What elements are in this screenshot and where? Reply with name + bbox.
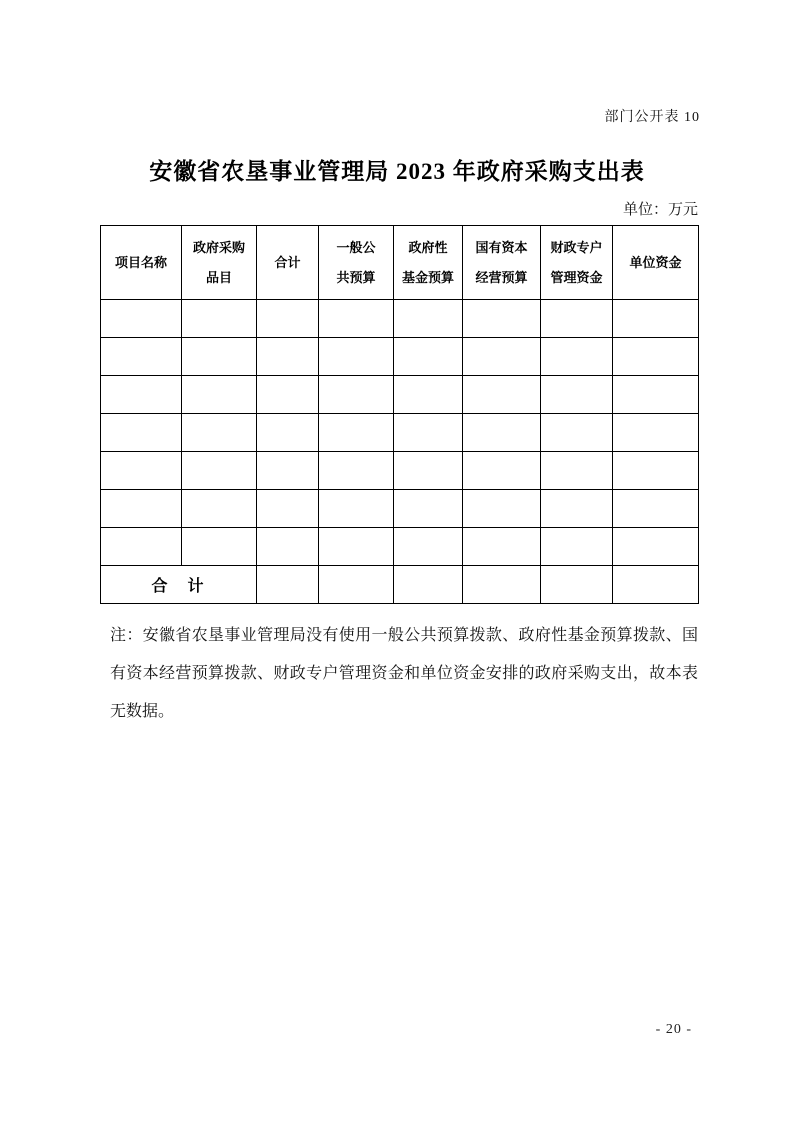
empty-cell (394, 376, 463, 414)
empty-cell (257, 376, 319, 414)
empty-cell (257, 566, 319, 604)
header-cell-general-public-budget: 一般公 共预算 (319, 226, 394, 300)
empty-cell (182, 300, 257, 338)
empty-cell (319, 490, 394, 528)
empty-cell (101, 528, 182, 566)
table-row (101, 490, 699, 528)
empty-cell (541, 338, 613, 376)
empty-cell (463, 376, 541, 414)
empty-cell (613, 376, 699, 414)
page-number: - 20 - (655, 1022, 692, 1037)
empty-cell (101, 300, 182, 338)
table-row (101, 376, 699, 414)
header-cell-unit-funds: 单位资金 (613, 226, 699, 300)
header-cell-procurement-item: 政府采购 品目 (182, 226, 257, 300)
empty-cell (319, 376, 394, 414)
procurement-table (100, 225, 699, 604)
empty-cell (394, 338, 463, 376)
empty-cell (463, 300, 541, 338)
empty-cell (101, 490, 182, 528)
header-cell-total: 合计 (257, 226, 319, 300)
empty-cell (463, 452, 541, 490)
empty-cell (613, 490, 699, 528)
empty-cell (541, 528, 613, 566)
empty-cell (394, 566, 463, 604)
empty-cell (541, 490, 613, 528)
empty-cell (394, 452, 463, 490)
empty-cell (182, 528, 257, 566)
header-cell-project-name: 项目名称 (101, 226, 182, 300)
empty-cell (257, 490, 319, 528)
empty-cell (463, 566, 541, 604)
empty-cell (101, 338, 182, 376)
empty-cell (463, 338, 541, 376)
table-row (101, 338, 699, 376)
empty-cell (613, 338, 699, 376)
note-line: 注：安徽省农垦事业管理局没有使用一般公共预算拨款、政府性基金预算拨款、国 (110, 627, 698, 644)
empty-cell (182, 414, 257, 452)
empty-cell (101, 414, 182, 452)
empty-cell (541, 376, 613, 414)
empty-cell (463, 490, 541, 528)
table-row (101, 300, 699, 338)
doc-label: 部门公开表 10 (604, 110, 700, 125)
empty-cell (257, 452, 319, 490)
total-label: 合 计 (101, 566, 257, 604)
empty-cell (257, 338, 319, 376)
table-row (101, 452, 699, 490)
empty-cell (182, 490, 257, 528)
empty-cell (613, 300, 699, 338)
empty-cell (182, 376, 257, 414)
empty-cell (319, 566, 394, 604)
empty-cell (613, 414, 699, 452)
empty-cell (541, 566, 613, 604)
empty-cell (257, 300, 319, 338)
empty-cell (101, 452, 182, 490)
note-paragraph (110, 617, 698, 731)
note-line: 无数据。 (110, 703, 175, 720)
header-row (101, 226, 699, 300)
empty-cell (257, 414, 319, 452)
empty-cell (541, 414, 613, 452)
note-line: 有资本经营预算拨款、财政专户管理资金和单位资金安排的政府采购支出，故本表 (110, 665, 698, 682)
empty-cell (319, 452, 394, 490)
empty-cell (394, 490, 463, 528)
empty-cell (182, 452, 257, 490)
empty-cell (319, 414, 394, 452)
empty-cell (463, 414, 541, 452)
total-row (101, 566, 699, 604)
empty-cell (319, 528, 394, 566)
header-cell-government-fund-budget: 政府性 基金预算 (394, 226, 463, 300)
unit-label: 单位：万元 (622, 202, 698, 218)
table-row (101, 414, 699, 452)
table-row (101, 528, 699, 566)
empty-cell (463, 528, 541, 566)
empty-cell (319, 338, 394, 376)
page-title: 安徽省农垦事业管理局 2023 年政府采购支出表 (149, 159, 645, 184)
header-cell-state-capital-budget: 国有资本 经营预算 (463, 226, 541, 300)
empty-cell (613, 452, 699, 490)
empty-cell (182, 338, 257, 376)
header-cell-fiscal-special-account: 财政专户 管理资金 (541, 226, 613, 300)
empty-cell (257, 528, 319, 566)
empty-cell (541, 300, 613, 338)
empty-cell (319, 300, 394, 338)
empty-cell (394, 414, 463, 452)
empty-cell (613, 528, 699, 566)
empty-cell (541, 452, 613, 490)
empty-cell (394, 300, 463, 338)
empty-cell (101, 376, 182, 414)
empty-cell (613, 566, 699, 604)
empty-cell (394, 528, 463, 566)
